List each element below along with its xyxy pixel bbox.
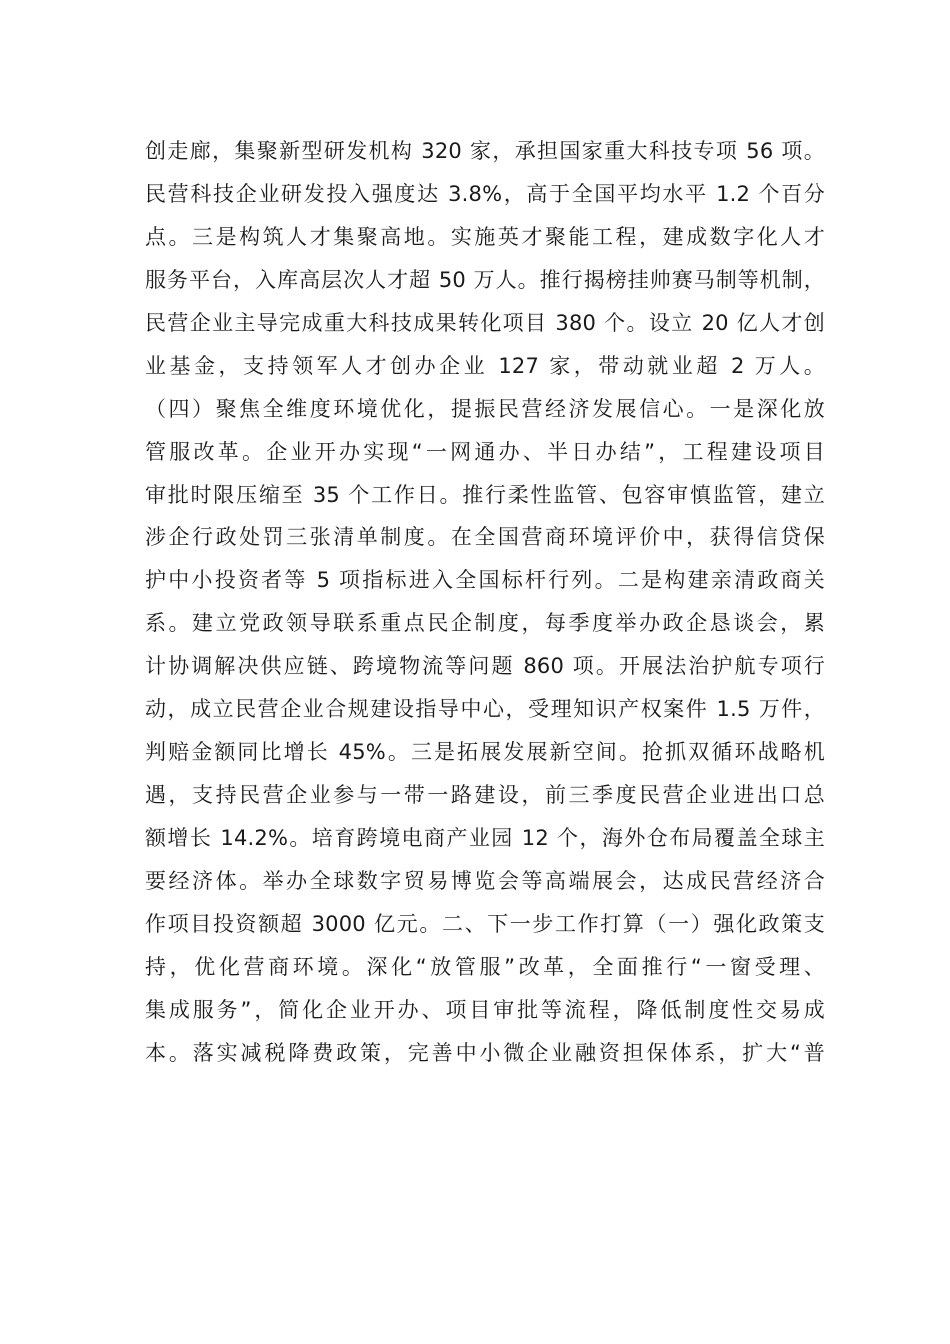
text-line: 额增长 14.2%。培育跨境电商产业园 12 个，海外仓布局覆盖全球主 (145, 826, 825, 850)
body-text (145, 130, 825, 1075)
text-line: 本。落实减税降费政策，完善中小微企业融资担保体系，扩大“普 (145, 1040, 825, 1065)
text-line: 民营企业主导完成重大科技成果转化项目 380 个。设立 20 亿人才创 (145, 310, 825, 335)
text-line: 作项目投资额超 3000 亿元。二、下一步工作打算（一）强化政策支 (145, 911, 825, 936)
text-line: 集成服务”，简化企业开办、项目审批等流程，降低制度性交易成 (145, 997, 825, 1022)
text-line: 持，优化营商环境。深化“放管服”改革，全面推行“一窗受理、 (145, 954, 825, 979)
text-line: 系。建立党政领导联系重点民企制度，每季度举办政企恳谈会，累 (145, 611, 825, 636)
text-line: 业基金，支持领军人才创办企业 127 家，带动就业超 2 万人。 (145, 353, 825, 378)
text-line: 管服改革。企业开办实现“一网通办、半日办结”，工程建设项目 (145, 439, 825, 464)
text-line: 动，成立民营企业合规建设指导中心，受理知识产权案件 1.5 万件， (145, 697, 825, 722)
text-line: 民营科技企业研发投入强度达 3.8%，高于全国平均水平 1.2 个百分 (145, 181, 825, 206)
text-line: 服务平台，入库高层次人才超 50 万人。推行揭榜挂帅赛马制等机制， (145, 267, 825, 292)
text-line: 点。三是构筑人才集聚高地。实施英才聚能工程，建成数字化人才 (145, 224, 825, 249)
text-line: 要经济体。举办全球数字贸易博览会等高端展会，达成民营经济合 (145, 868, 825, 893)
text-line: 判赔金额同比增长 45%。三是拓展发展新空间。抢抓双循环战略机 (145, 740, 825, 765)
text-line: 计协调解决供应链、跨境物流等问题 860 项。开展法治护航专项行 (145, 654, 825, 679)
text-line: 创走廊，集聚新型研发机构 320 家，承担国家重大科技专项 56 项。 (145, 139, 825, 163)
text-line: 审批时限压缩至 35 个工作日。推行柔性监管、包容审慎监管，建立 (145, 482, 825, 507)
text-line: 护中小投资者等 5 项指标进入全国标杆行列。二是构建亲清政商关 (145, 568, 825, 593)
text-line: （四）聚焦全维度环境优化，提振民营经济发展信心。一是深化放 (145, 396, 825, 421)
text-line: 涉企行政处罚三张清单制度。在全国营商环境评价中，获得信贷保 (145, 525, 825, 550)
text-line: 遇，支持民营企业参与一带一路建设，前三季度民营企业进出口总 (145, 783, 825, 808)
